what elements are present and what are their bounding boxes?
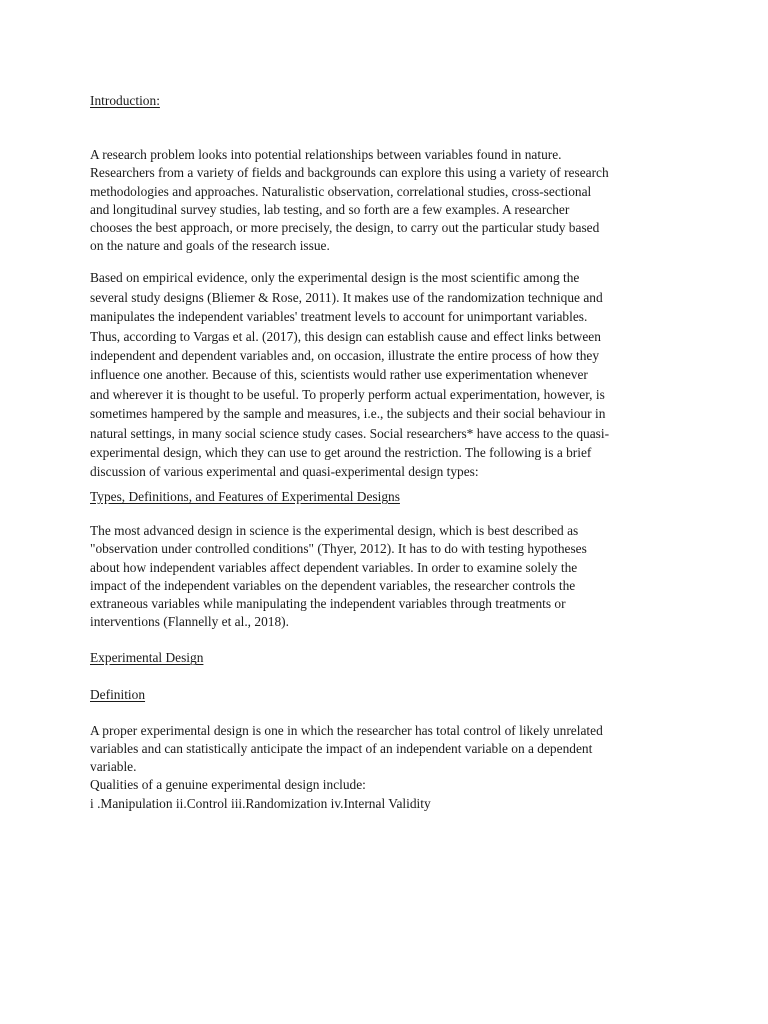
- types-section-heading: Types, Definitions, and Features of Experimental Designs: [90, 488, 400, 504]
- text-line: variable.: [90, 759, 137, 775]
- text-line: interventions (Flannelly et al., 2018).: [90, 614, 289, 630]
- text-line: and wherever it is thought to be useful. To properly perform actual experimentation, however, is: [90, 386, 605, 402]
- text-line: Researchers from a variety of fields and backgrounds can explore this using a variety of research: [90, 165, 609, 181]
- text-line: A proper experimental design is one in which the researcher has total control of likely unrelated: [90, 722, 603, 738]
- text-line: sometimes hampered by the sample and measures, i.e., the subjects and their social behaviour in: [90, 406, 606, 422]
- text-line: impact of the independent variables on the dependent variables, the researcher controls the: [90, 577, 576, 593]
- definition-paragraph: [90, 722, 678, 813]
- text-line: variables and can statistically anticipate the impact of an independent variable on a dependent: [90, 740, 593, 756]
- document-page: [90, 92, 678, 813]
- text-line: "observation under controlled conditions" (Thyer, 2012). It has to do with testing hypotheses: [90, 541, 587, 557]
- text-line: about how independent variables affect dependent variables. In order to examine solely the: [90, 559, 578, 575]
- text-line: Thus, according to Vargas et al. (2017), this design can establish cause and effect links between: [90, 328, 601, 344]
- text-line: The most advanced design in science is the experimental design, which is best described as: [90, 523, 579, 539]
- text-line: and longitudinal survey studies, lab testing, and so forth are a few examples. A researcher: [90, 201, 570, 217]
- introduction-paragraph-1: [90, 146, 678, 255]
- qualities-intro: Qualities of a genuine experimental design include:: [90, 777, 366, 793]
- definition-heading: Definition: [90, 686, 146, 702]
- text-line: chooses the best approach, or more precisely, the design, to carry out the particular study based: [90, 220, 600, 236]
- text-line: extraneous variables while manipulating the independent variables through treatments or: [90, 595, 566, 611]
- text-line: experimental design, which they can use to get around the restriction. The following is a brief: [90, 445, 592, 461]
- experimental-design-heading: Experimental Design: [90, 650, 204, 666]
- text-line: A research problem looks into potential relationships between variables found in nature.: [90, 147, 562, 163]
- text-line: several study designs (Bliemer & Rose, 2011). It makes use of the randomization technique and: [90, 289, 603, 305]
- text-line: natural settings, in many social science study cases. Social researchers* have access to the quasi-: [90, 425, 610, 441]
- qualities-list: i .Manipulation ii.Control iii.Randomization iv.Internal Validity: [90, 795, 431, 811]
- introduction-heading: Introduction:: [90, 93, 160, 108]
- types-section-paragraph: [90, 522, 678, 631]
- text-line: manipulates the independent variables' treatment levels to account for unimportant variables.: [90, 309, 588, 325]
- text-line: discussion of various experimental and quasi-experimental design types:: [90, 464, 479, 480]
- text-line: methodologies and approaches. Naturalistic observation, correlational studies, cross-sectional: [90, 183, 592, 199]
- text-line: Based on empirical evidence, only the experimental design is the most scientific among the: [90, 270, 580, 286]
- text-line: on the nature and goals of the research issue.: [90, 238, 330, 254]
- introduction-paragraph-2: [90, 268, 678, 481]
- text-line: independent and dependent variables and, on occasion, illustrate the entire process of how they: [90, 348, 600, 364]
- text-line: influence one another. Because of this, scientists would rather use experimentation whenever: [90, 367, 588, 383]
